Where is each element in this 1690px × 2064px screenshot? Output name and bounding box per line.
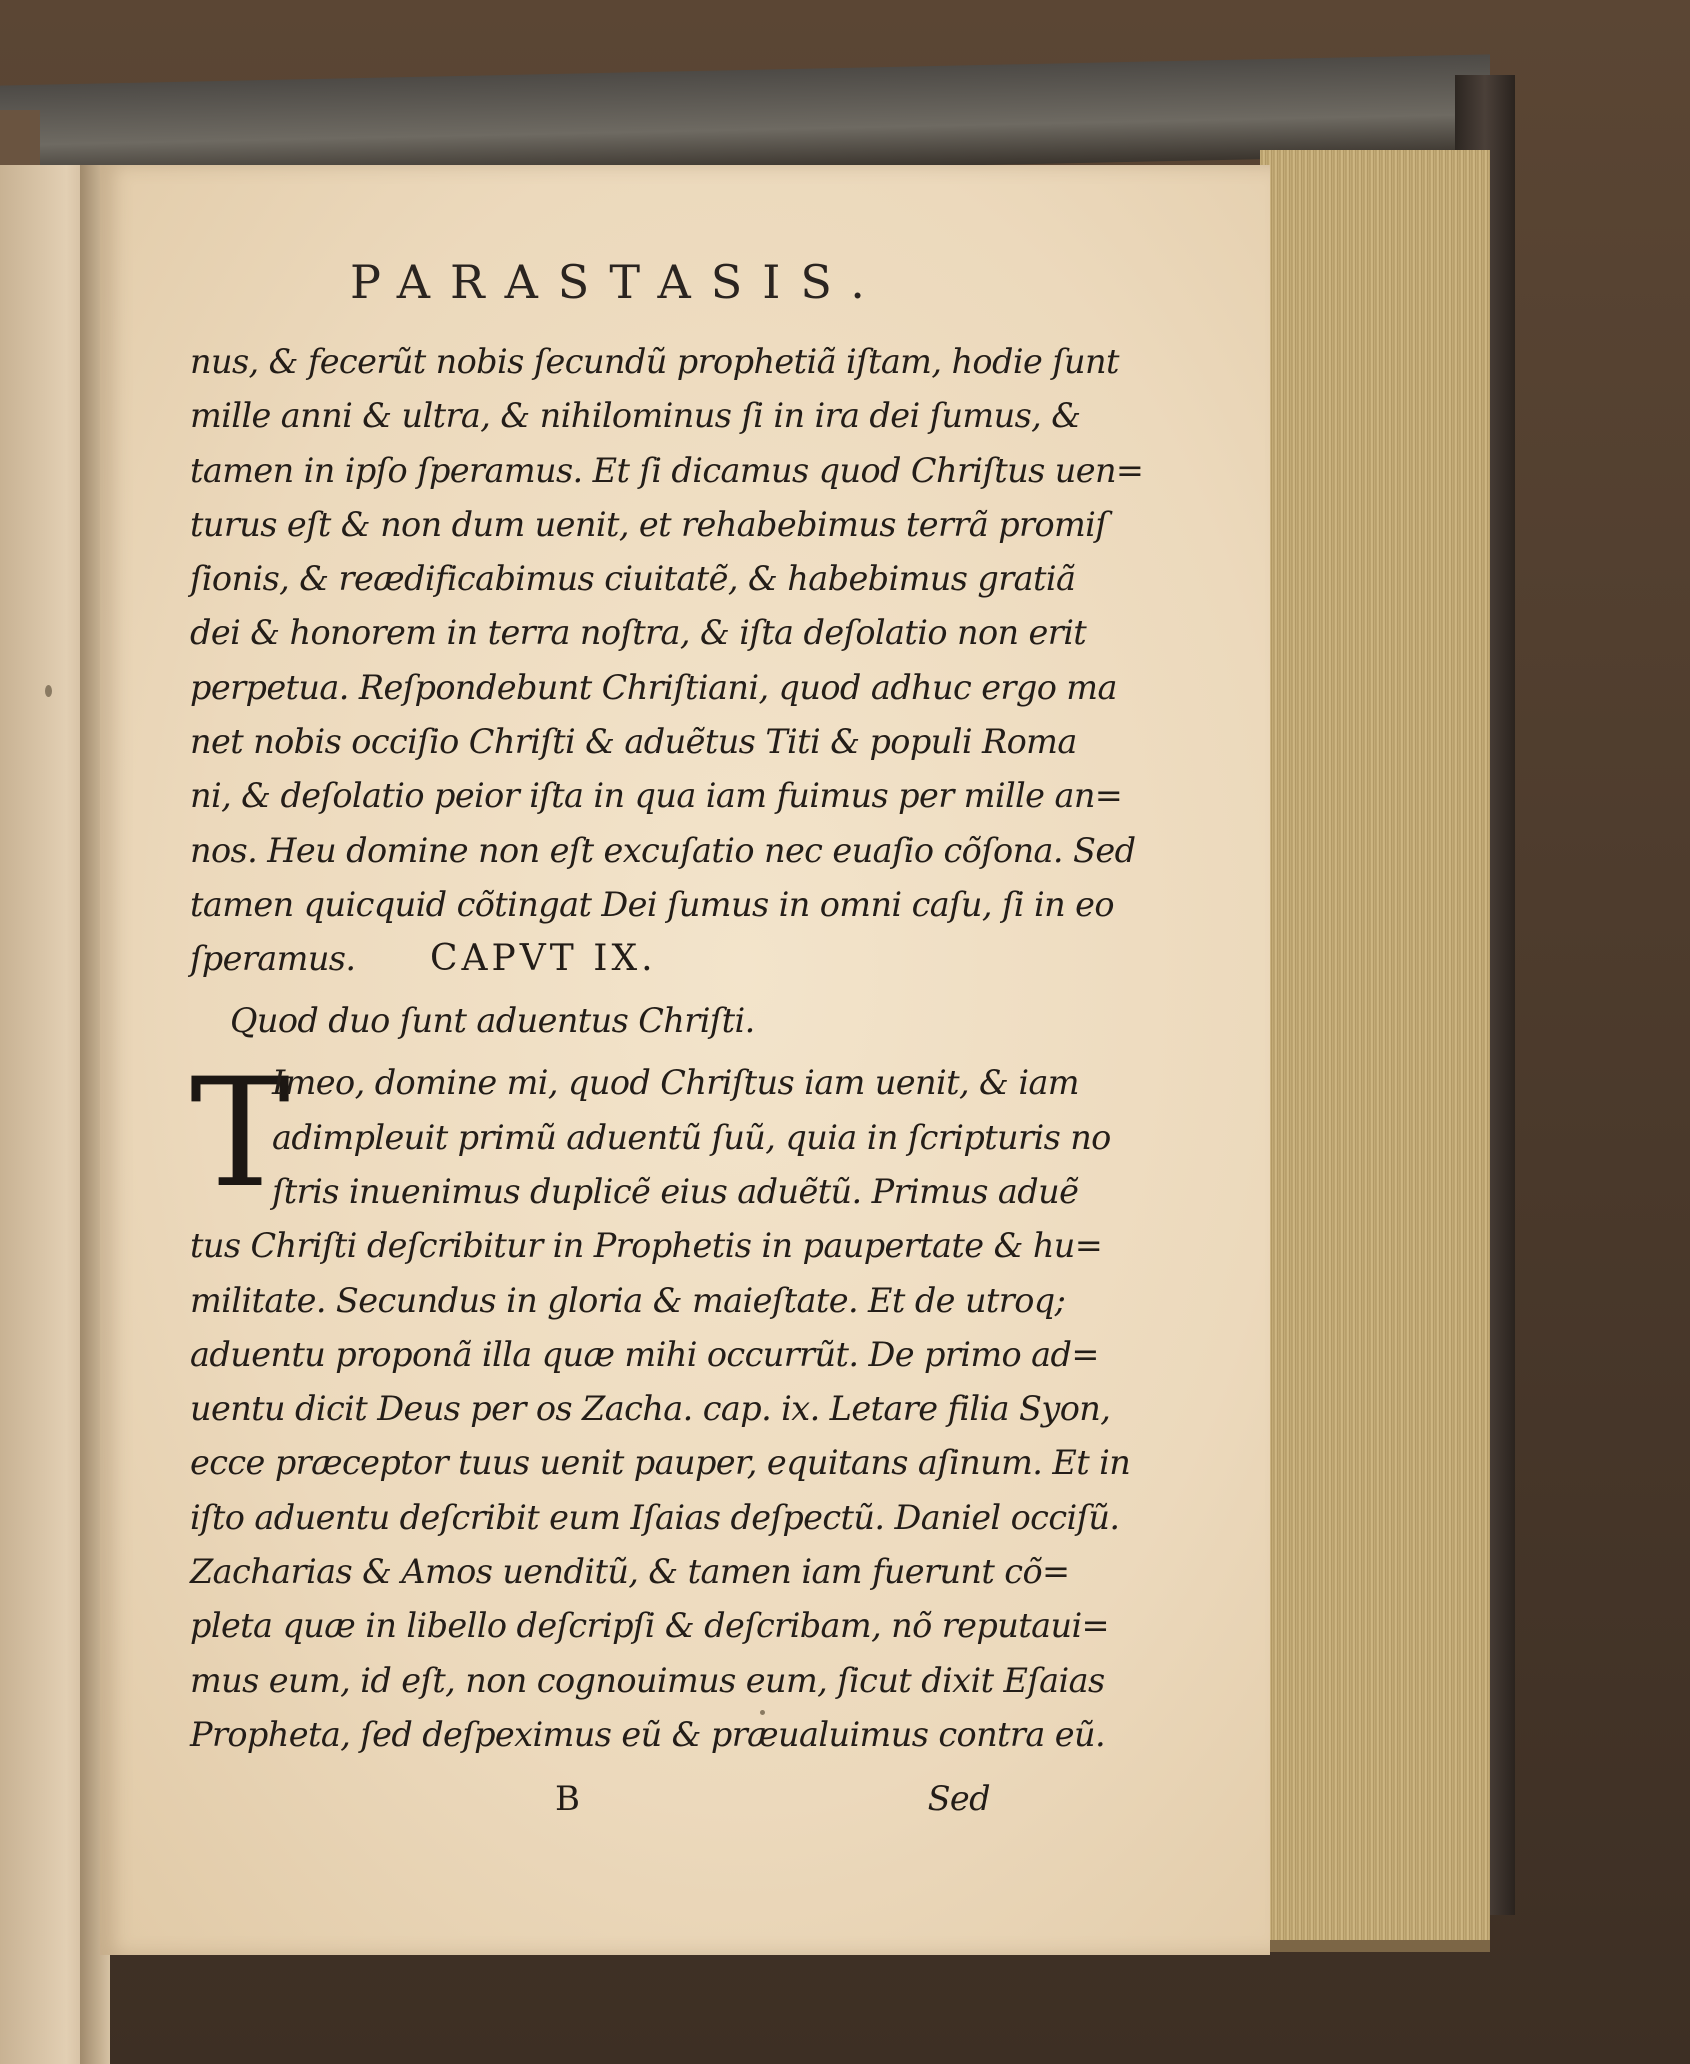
text-line: nus, & fecerũt nobis ſecundũ prophetiã iſtam, hodie ſunt [190, 342, 1119, 381]
paper-spot [45, 685, 52, 697]
page-footer [190, 1766, 990, 1826]
drop-initial: T [190, 1047, 290, 1222]
text-line: Imeo, domine mi, quod Chriſtus iam uenit, & iam [272, 1063, 1079, 1103]
recto-page [100, 165, 1270, 1955]
text-line: militate. Secundus in gloria & maieſtate. Et de utroq; [190, 1280, 1066, 1320]
running-head: PARASTASIS. [350, 255, 885, 309]
text-line: perpetua. Reſpondebunt Chriſtiani, quod adhuc ergo ma [190, 667, 1117, 707]
text-line: mus eum, id eſt, non cognouimus eum, ſicut dixit Eſaias [190, 1660, 1105, 1700]
initial-paragraph [190, 1047, 1111, 1222]
text-line: nos. Heu domine non eſt excuſatio nec euaſio cõſona. Sed [190, 830, 1136, 870]
text-line: ſionis, & reædificabimus ciuitatẽ, & habebimus gratiã [190, 559, 1076, 599]
text-line: net nobis occiſio Chriſti & aduẽtus Titi & populi Roma [190, 722, 1077, 762]
paper-spot [760, 1710, 765, 1715]
text-line: ni, & deſolatio peior iſta in qua iam fuimus per mille an= [190, 776, 1123, 816]
initial-lines [272, 1056, 1111, 1219]
text-line: Propheta, ſed deſpeximus eũ & præualuimus contra eũ. [190, 1714, 1105, 1754]
text-line: uentu dicit Deus per os Zacha. cap. ix. Letare filia Syon, [190, 1389, 1111, 1429]
chapter-heading: Quod duo ſunt aduentus Chriſti. [230, 1001, 755, 1041]
paragraph-bottom [190, 1219, 1131, 1762]
text-line: ſtris inuenimus duplicẽ eius aduẽtũ. Primus aduẽ [272, 1171, 1079, 1211]
paragraph-end-word: ſperamus. [190, 939, 356, 979]
paragraph-top [190, 335, 1144, 932]
text-line: mille anni & ultra, & nihilominus ſi in ira dei ſumus, & [190, 396, 1081, 436]
chapter-line [190, 932, 990, 994]
text-line: tamen quicquid cõtingat Dei ſumus in omni caſu, ſi in eo [190, 884, 1114, 924]
chapter-title: CAPVT IX. [430, 938, 657, 980]
text-line: dei & honorem in terra noſtra, & iſta deſolatio non erit [190, 613, 1087, 653]
text-line: iſto aduentu deſcribit eum Iſaias deſpectũ. Daniel occiſũ. [190, 1497, 1120, 1537]
catchword: Sed [927, 1779, 990, 1819]
signature-mark: B [555, 1779, 580, 1820]
text-line: adimpleuit primũ aduentũ ſuũ, quia in ſcripturis no [272, 1117, 1111, 1157]
text-line: pleta quæ in libello deſcripſi & deſcribam, nõ reputaui= [190, 1606, 1110, 1646]
text-line: turus eſt & non dum uenit, et rehabebimus terrã promiſ [190, 504, 1108, 544]
text-block [190, 335, 1144, 1826]
text-line: tamen in ipſo ſperamus. Et ſi dicamus quod Chriſtus uen= [190, 450, 1144, 490]
text-line: tus Chriſti deſcribitur in Prophetis in paupertate & hu= [190, 1226, 1103, 1266]
text-line: Zacharias & Amos uenditũ, & tamen iam fuerunt cõ= [190, 1552, 1070, 1592]
page-fore-edge [1260, 150, 1490, 1952]
text-line: aduentu proponã illa quæ mihi occurrũt. De primo ad= [190, 1334, 1099, 1374]
text-line: ecce præceptor tuus uenit pauper, equitans aſinum. Et in [190, 1443, 1131, 1483]
